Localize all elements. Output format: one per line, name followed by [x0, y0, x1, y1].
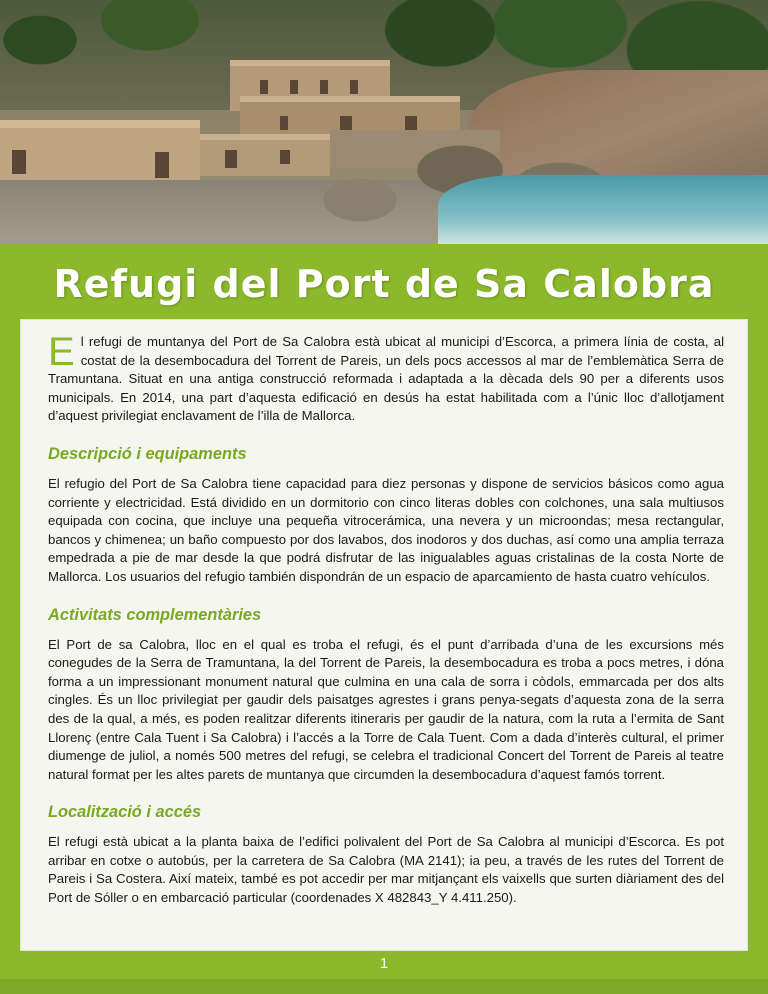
- content-body: [48, 330, 724, 908]
- hero-sea: [438, 175, 768, 244]
- intro-text: l refugi de muntanya del Port de Sa Calobra està ubicat al municipi d’Escorca, a primera línia de costa, al costat de la desembocadura del Torrent de Pareis, un dels pocs accessos al mar de l’emblemàtica Serra de Tramuntana. Situat en una antiga construcció reformada i adaptada a la dècada dels 90 per a diferents usos municipals. En 2014, una part d’aquesta edificació en desús ha estat habilitada com a l’únic lloc d’allotjament d’aquest privilegiat enclavament de l’illa de Mallorca.: [48, 334, 724, 424]
- section-heading-activitats: Activitats complementàries: [48, 605, 262, 624]
- section-text-descripcio: El refugio del Port de Sa Calobra tiene capacidad para diez personas y dispone de servicios básicos como agua corriente y electricidad. Está dividido en un dormitorio con cinco literas dobles con colchones, una sala multiusos equipada con cocina, que incluye una pequeña vitrocerámica, una nevera y un microondas; mesa rectangular, bancos y chimenea; un baño compuesto por dos lavabos, dos inodoros y dos duchas, así como una amplia terraza empedrada a pie de mar desde la que podrá disfrutar de las inigualables aguas cristalinas de la costa Norte de Mallorca. Los usuarios del refugio también dispondrán de un espacio de aparcamiento de hasta cuatro vehículos.: [48, 475, 724, 584]
- section-text-activitats: El Port de sa Calobra, lloc en el qual es troba el refugi, és el punt d’arribada d’una de les excursions més conegudes de la Serra de Tramuntana, la del Torrent de Pareis, la desembocadura es troba a pocs metres, i dóna forma a un impressionant monument natural que culmina en una cala de sorra i còdols, emmarcada per dos alts cingles. És un lloc privilegiat per gaudir dels paisatges agrestes i grans penya-segats d’aquesta zona de la serra des de la qual, a més, es poden realitzar diferents itineraris per gaudir de la natura, com la ruta a l’ermita de Sant Llorenç (entre Cala Tuent i Sa Calobra) i l’accés a la Torre de Cala Tuent. Com a dada d’interès cultural, el primer diumenge de juliol, a només 500 metres del refugi, se celebra el tradicional Concert del Torrent de Pareis al teatre natural format per les altes parets de muntanya que circumden la desembocadura d’aquest famós torrent.: [48, 636, 724, 782]
- hero-photo: [0, 0, 768, 244]
- page-number: 1: [379, 955, 389, 972]
- section-heading-localitzacio: Localització i accés: [48, 803, 202, 822]
- intro-paragraph: [48, 330, 724, 426]
- section-heading-descripcio: Descripció i equipaments: [48, 444, 247, 463]
- hero-building-left: [0, 120, 200, 188]
- footer-bar: [0, 979, 768, 994]
- page-title: Refugi del Port de Sa Calobra: [53, 262, 715, 306]
- section-text-localitzacio: El refugi està ubicat a la planta baixa de l’edifici polivalent del Port de Sa Calobra al municipi d’Escorca. Es pot arribar en cotxe o autobús, per la carretera de Sa Calobra (MA 2141); ia peu, a través de les rutes del Torrent de Pareis i Sa Costera. Així mateix, també es pot accedir per mar mitjançant els vaixells que surten diàriament des del Port de Sóller o en embarcació particular (coordenades X 482843_Y 4.411.250).: [48, 834, 724, 906]
- drop-cap: E: [48, 330, 75, 374]
